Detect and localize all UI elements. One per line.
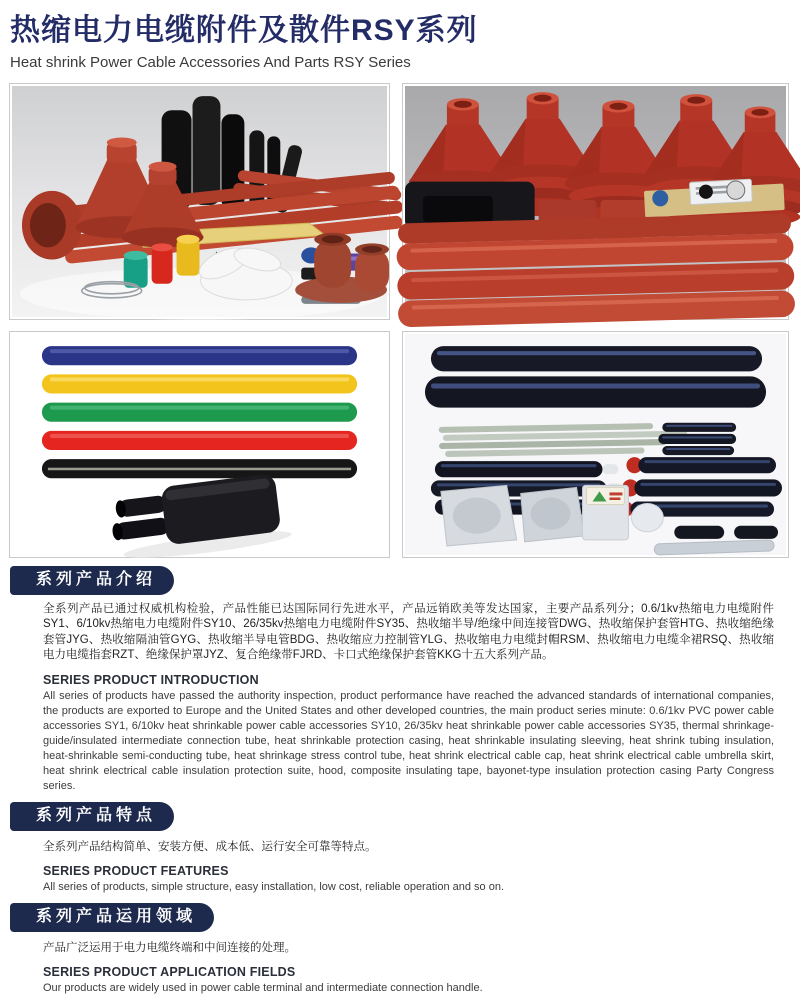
- page-title: 热缩电力电缆附件及散件RSY系列: [10, 14, 478, 47]
- section-header-application-fields: [10, 903, 214, 932]
- terminal-kit-photo-illustration: [12, 86, 387, 317]
- photo-terminal-kit: [9, 83, 390, 320]
- photo-umbrella-skirts: [402, 83, 789, 320]
- umbrella-skirt-photo-illustration: [405, 86, 786, 317]
- application-text-en: Our products are widely used in power cable terminal and intermediate connection handle.: [43, 981, 483, 994]
- large-black-tubes: [425, 346, 766, 408]
- application-text-zh: 产品广泛运用于电力电缆终端和中间连接的处理。: [43, 941, 296, 954]
- introduction-text-en: All series of products have passed the authority inspection, product performance have reached the advanced standards of international companies, the products are exported to Europe and the United States and other developed countries, the main product series minute: 0.6/1kv PVC power cable accessories SY1, 6/10kv heat shrinkable power cable accessories SY10, 26/35kv heat shrinkable power cable accessories SY35, thermal shrinkage-guide/insulated intermediate connection tube, heat shrinkable protection casing, heat shrinkable insulating sleeving, heat shrink tubing insulation, heat-shrinkable semi-conducting tube, heat shrinkage stress control tube, heat shrink electrical cable cap, heat shrink electrical cable umbrella skirt, heat shrink electrical cable insulation protection suite, hood, composite insulating tape, bayonet-type insulation protection casing Party Congress series.: [43, 689, 774, 792]
- features-text-en: All series of products, simple structure, easy installation, low cost, reliable operation and so on.: [43, 880, 505, 893]
- section-header-features-label: 系列产品特点: [36, 806, 157, 824]
- photo-black-tube-parts: [402, 331, 789, 558]
- section-header-application-fields-label: 系列产品运用领域: [36, 907, 197, 925]
- small-black-tubes-right: [658, 422, 736, 454]
- section-header-introduction: [10, 566, 174, 595]
- photo-colored-tubes: [9, 331, 390, 558]
- introduction-text-zh: 全系列产品已通过权威机构检验，产品性能已达国际同行先进水平，产品远销欧美等发达国家，主要产品系列分；0.6/1kv热缩电力电缆附件SY1、6/10kv热缩电力电缆附件SY10、26/35kv热缩电力电缆附件SY35、热收缩半导/绝缘中间连接管DWG、热收缩保护套管HTG、热收缩绝缘套管JYG、热收缩隔油管GYG、热收缩半导电管BDG、热收缩应力控制管YLG、热收缩电力电缆封帽RSM、热收缩电力电缆伞裙RSQ、热收缩电力电缆指套RZT、绝缘保护罩JYZ、复合绝缘带FJRD、卡口式绝缘保护套管KKG十五大系列产品。: [43, 602, 774, 661]
- application-heading-en: SERIES PRODUCT APPLICATION FIELDS: [43, 964, 296, 979]
- section-features: [0, 794, 800, 895]
- features-heading-en: SERIES PRODUCT FEATURES: [43, 863, 229, 878]
- section-header-introduction-label: 系列产品介绍: [36, 570, 157, 588]
- section-application-fields: [0, 895, 800, 996]
- section-introduction: [0, 558, 800, 794]
- page-subtitle: Heat shrink Power Cable Accessories And Parts RSY Series: [10, 53, 411, 71]
- photo-grid: [9, 83, 800, 558]
- features-text-zh: 全系列产品结构简单、安装方便、成本低、运行安全可靠等特点。: [43, 840, 377, 853]
- introduction-heading-en: SERIES PRODUCT INTRODUCTION: [43, 672, 259, 687]
- section-header-features: [10, 802, 174, 831]
- black-tube-parts-photo-illustration: [405, 334, 786, 555]
- colored-tubes-photo-illustration: [12, 334, 387, 555]
- page-header: [0, 0, 800, 71]
